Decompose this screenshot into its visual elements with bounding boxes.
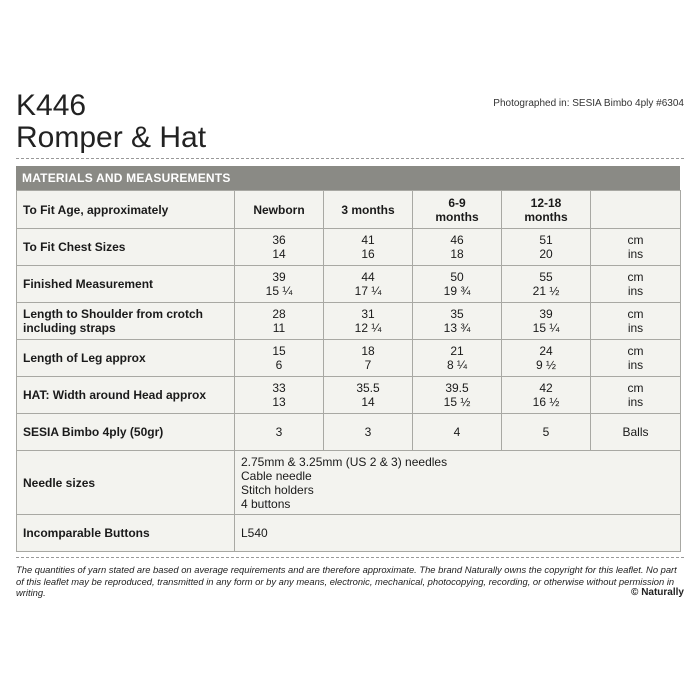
size-header: Newborn [235, 191, 324, 229]
photographed-in-note: Photographed in: SESIA Bimbo 4ply #6304 [493, 98, 684, 109]
table-row [17, 414, 681, 451]
size-header: 12-18 months [502, 191, 591, 229]
size-header: 6-9 months [413, 191, 502, 229]
pattern-code: K446 [16, 89, 87, 122]
table-row [17, 191, 681, 229]
row-label: HAT: Width around Head approx [17, 377, 235, 414]
table-row [17, 451, 681, 515]
value-cell: 33 13 [235, 377, 324, 414]
row-label: To Fit Chest Sizes [17, 229, 235, 266]
copyright-notice [16, 564, 684, 599]
row-label: Length to Shoulder from crotch including straps [17, 303, 235, 340]
table-row [17, 515, 681, 552]
row-label: Incomparable Buttons [17, 515, 235, 552]
age-label: To Fit Age, approximately [17, 191, 235, 229]
value-cell: 21 8 ¼ [413, 340, 502, 377]
value-cell: 44 17 ¼ [324, 266, 413, 303]
value-cell: 24 9 ½ [502, 340, 591, 377]
value-cell: 36 14 [235, 229, 324, 266]
value-cell: 50 19 ¾ [413, 266, 502, 303]
value-cell: 4 [413, 414, 502, 451]
materials-table [16, 166, 680, 552]
unit-cell: cm ins [591, 303, 681, 340]
value-cell: 5 [502, 414, 591, 451]
table-row [17, 303, 681, 340]
top-divider [16, 158, 684, 159]
value-cell: 3 [235, 414, 324, 451]
row-label: SESIA Bimbo 4ply (50gr) [17, 414, 235, 451]
value-cell: 39 15 ¼ [235, 266, 324, 303]
needle-list: 2.75mm & 3.25mm (US 2 & 3) needles Cable needle Stitch holders 4 buttons [235, 451, 681, 515]
row-label: Finished Measurement [17, 266, 235, 303]
value-cell: 39.5 15 ½ [413, 377, 502, 414]
bottom-divider [16, 557, 684, 558]
size-header: 3 months [324, 191, 413, 229]
value-cell: 18 7 [324, 340, 413, 377]
value-cell: 46 18 [413, 229, 502, 266]
row-label: Length of Leg approx [17, 340, 235, 377]
table-row [17, 266, 681, 303]
value-cell: 3 [324, 414, 413, 451]
value-cell: 35.5 14 [324, 377, 413, 414]
disclaimer-text: The quantities of yarn stated are based on average requirements and are therefore approximate. The brand Naturally owns the copyright for this leaflet. No part of this leaflet may be reproduced, transmitted in any form or by any means, electronic, mechanical, photocopying, recording, or otherwise without permission in writing. [16, 564, 677, 598]
value-cell: 31 12 ¼ [324, 303, 413, 340]
value-cell: 28 11 [235, 303, 324, 340]
row-label: Needle sizes [17, 451, 235, 515]
value-cell: 42 16 ½ [502, 377, 591, 414]
unit-cell: cm ins [591, 340, 681, 377]
unit-cell: cm ins [591, 377, 681, 414]
table-row [17, 229, 681, 266]
pattern-header [16, 90, 684, 154]
pattern-title: Romper & Hat [16, 121, 207, 154]
value-cell: 51 20 [502, 229, 591, 266]
value-cell: 41 16 [324, 229, 413, 266]
unit-cell: Balls [591, 414, 681, 451]
value-cell: 55 21 ½ [502, 266, 591, 303]
table-row [17, 340, 681, 377]
value-cell: 15 6 [235, 340, 324, 377]
value-cell: 35 13 ¾ [413, 303, 502, 340]
empty-cell [591, 191, 681, 229]
unit-cell: cm ins [591, 266, 681, 303]
unit-cell: cm ins [591, 229, 681, 266]
button-code: L540 [235, 515, 681, 552]
value-cell: 39 15 ¼ [502, 303, 591, 340]
table-row [17, 377, 681, 414]
table-heading: MATERIALS AND MEASUREMENTS [16, 166, 680, 190]
brand-mark: © Naturally [631, 587, 684, 598]
